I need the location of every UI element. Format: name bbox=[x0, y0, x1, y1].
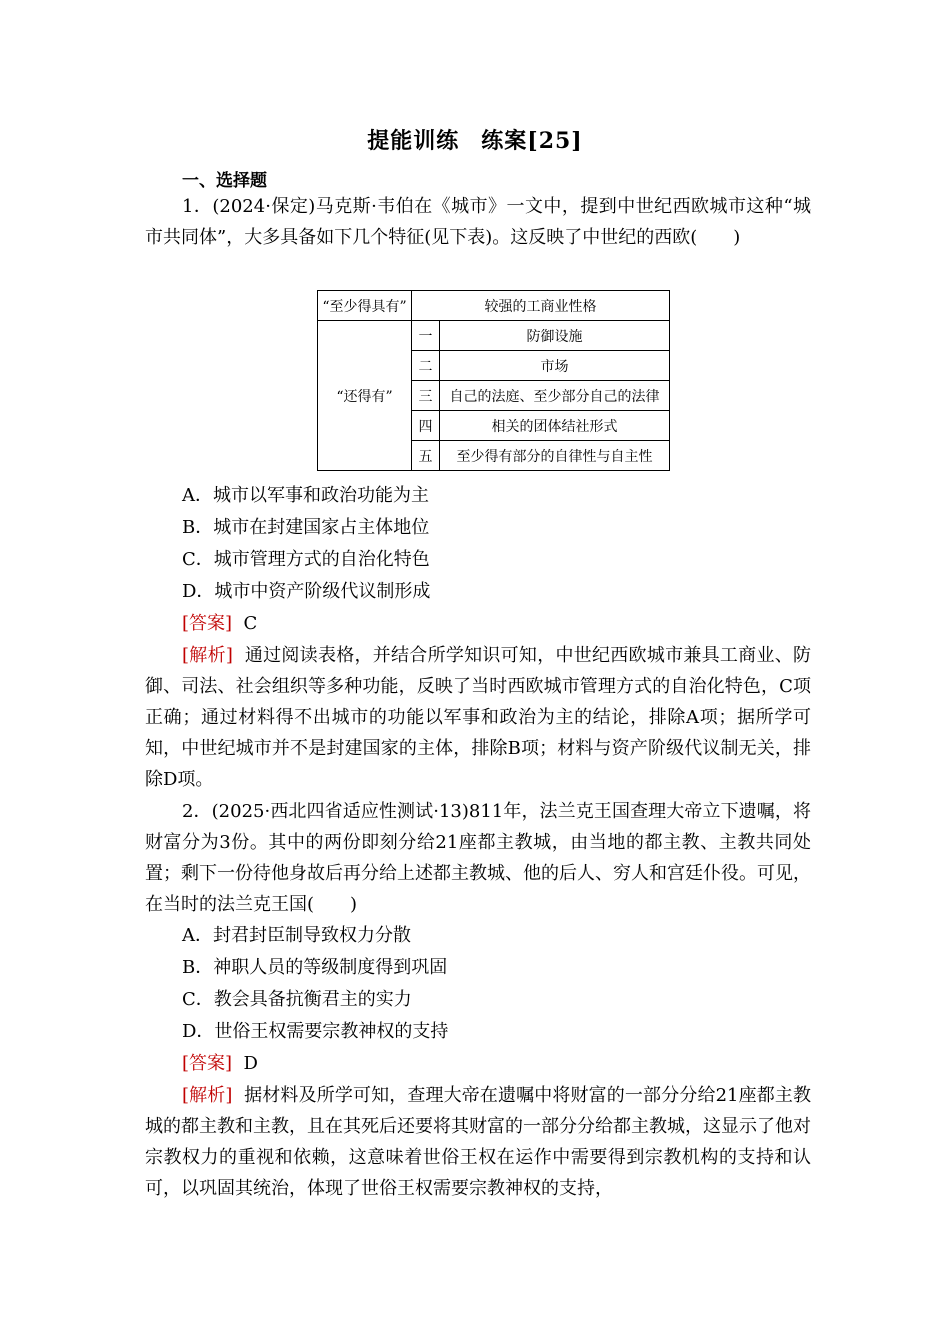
table-cell: 四 bbox=[412, 411, 440, 441]
page-title bbox=[0, 124, 950, 155]
answer-value: D bbox=[243, 1053, 258, 1074]
q1-option-d: D．城市中资产阶级代议制形成 bbox=[182, 581, 431, 602]
table-cell: 自己的法庭、至少部分自己的法律 bbox=[440, 381, 670, 411]
table-cell: 市场 bbox=[440, 351, 670, 381]
table-cell: “还得有” bbox=[318, 321, 412, 471]
analysis-label: [解析] bbox=[182, 1085, 233, 1106]
table-row bbox=[318, 291, 670, 321]
q2-option-d: D．世俗王权需要宗教神权的支持 bbox=[182, 1021, 449, 1042]
q2-answer bbox=[182, 1048, 258, 1079]
table-cell: 二 bbox=[412, 351, 440, 381]
answer-label: [答案] bbox=[182, 1053, 233, 1074]
title-part2: 练案[25] bbox=[481, 128, 583, 154]
q1-option-b: B．城市在封建国家占主体地位 bbox=[182, 517, 430, 538]
analysis-label: [解析] bbox=[182, 645, 233, 666]
feature-table bbox=[317, 290, 670, 471]
table-cell: 相关的团体结社形式 bbox=[440, 411, 670, 441]
question-2-stem: 2．(2025·西北四省适应性测试·13)811年，法兰克王国查理大帝立下遗嘱，将财富分为3份。其中的两份即刻分给21座都主教城，由当地的都主教、主教共同处置；剩下一份待他身故后再分给上述都主教城、他的后人、穷人和宫廷仆役。可见，在当时的法兰克王国( ) bbox=[145, 801, 811, 915]
q1-analysis: [解析] 通过阅读表格，并结合所学知识可知，中世纪西欧城市兼具工商业、防御、司法、社会组织等多种功能，反映了当时西欧城市管理方式的自治化特色，C项正确；通过材料得不出城市的功能以军事和政治为主的结论，排除A项；据所学可知，中世纪城市并不是封建国家的主体，排除B项；材料与资产阶级代议制无关，排除D项。 bbox=[145, 645, 811, 790]
table-cell: 三 bbox=[412, 381, 440, 411]
q2-option-c: C．教会具备抗衡君主的实力 bbox=[182, 989, 412, 1010]
answer-value: C bbox=[243, 613, 258, 634]
q2-option-b: B．神职人员的等级制度得到巩固 bbox=[182, 957, 448, 978]
q1-option-a: A．城市以军事和政治功能为主 bbox=[182, 485, 429, 506]
question-1-stem: 1．(2024·保定)马克斯·韦伯在《城市》一文中，提到中世纪西欧城市这种“城市共同体”，大多具备如下几个特征(见下表)。这反映了中世纪的西欧( ) bbox=[145, 196, 811, 248]
q1-answer bbox=[182, 608, 257, 639]
table-cell: 至少得有部分的自律性与自主性 bbox=[440, 441, 670, 471]
table-cell: “至少得具有” bbox=[318, 291, 412, 321]
section-heading: 一、选择题 bbox=[182, 171, 267, 191]
table-cell: 五 bbox=[412, 441, 440, 471]
table-row bbox=[318, 321, 670, 351]
q2-analysis: [解析] 据材料及所学可知，查理大帝在遗嘱中将财富的一部分分给21座都主教城的都主教和主教，且在其死后还要将其财富的一部分分给都主教城，这显示了他对宗教权力的重视和依赖，这意味着世俗王权在运作中需要得到宗教机构的支持和认可，以巩固其统治，体现了世俗王权需要宗教神权的支持， bbox=[145, 1085, 812, 1199]
table-cell: 防御设施 bbox=[440, 321, 670, 351]
title-part1: 提能训练 bbox=[367, 128, 460, 154]
answer-label: [答案] bbox=[182, 613, 233, 634]
table-cell: 较强的工商业性格 bbox=[412, 291, 670, 321]
q2-option-a: A．封君封臣制导致权力分散 bbox=[182, 925, 411, 946]
q1-option-c: C．城市管理方式的自治化特色 bbox=[182, 549, 430, 570]
table-cell: 一 bbox=[412, 321, 440, 351]
